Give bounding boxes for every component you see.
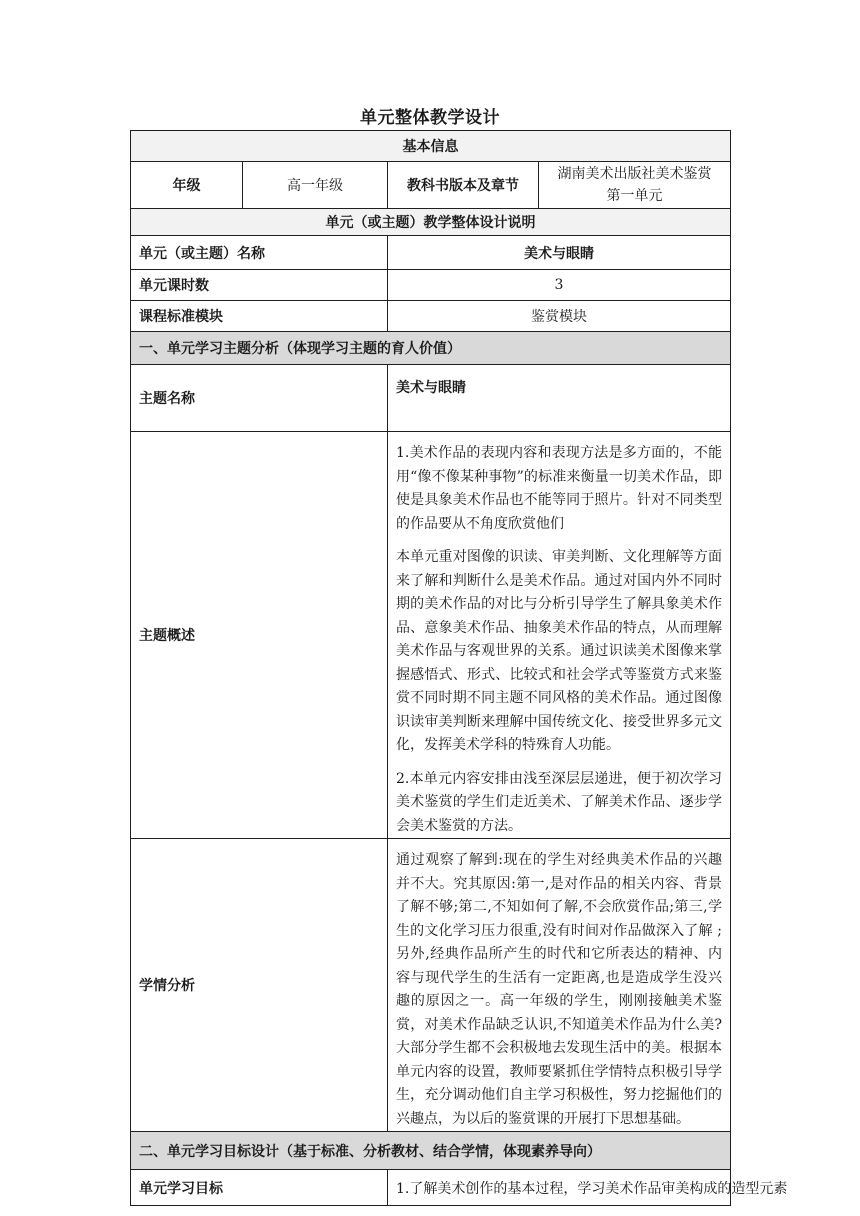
unit-name-row xyxy=(131,236,731,270)
textbook-value xyxy=(539,162,731,209)
overview-paragraph: 2.本单元内容安排由浅至深层层递进，便于初次学习美术鉴赏的学生们走近美术、了解美术作品、逐步学会美术鉴赏的方法。 xyxy=(396,770,722,834)
hours-value: 3 xyxy=(388,270,731,301)
unit-name-label: 单元（或主题）名称 xyxy=(131,236,388,270)
grade-label: 年级 xyxy=(131,162,243,209)
overview-paragraph: 本单元重对图像的识读、审美判断、文化理解等方面来了解和判断什么是美术作品。通过对国内外不同时期的美术作品的对比与分析引导学生了解具象美术作品、意象美术作品、抽象美术作品的特点，从而理解美术作品与客观世界的关系。通过识读美术图像来掌握感悟式、形式、比较式和社会学式等鉴赏方式来鉴赏不同时期不同主题不同风格的美术作品。通过图像识读审美判断来理解中国传统文化、接受世界多元文化，发挥美术学科的特殊育人功能。 xyxy=(396,549,722,753)
overview-row xyxy=(131,432,731,839)
design-heading: 单元（或主题）教学整体设计说明 xyxy=(131,209,731,236)
module-label: 课程标准模块 xyxy=(131,301,388,332)
basic-info-header-row xyxy=(131,131,731,162)
theme-name-row xyxy=(131,365,731,432)
analysis-label: 学情分析 xyxy=(131,839,388,1132)
theme-name-value: 美术与眼睛 xyxy=(388,365,731,432)
goals-label: 单元学习目标 xyxy=(131,1170,388,1206)
textbook-value-line1: 湖南美术出版社美术鉴赏 xyxy=(557,166,712,182)
goals-value: 1.了解美术创作的基本过程，学习美术作品审美构成的造型元素 xyxy=(388,1170,731,1206)
grade-value: 高一年级 xyxy=(243,162,388,209)
document-title: 单元整体教学设计 xyxy=(360,108,500,128)
overview-label: 主题概述 xyxy=(131,432,388,839)
design-table xyxy=(130,130,788,1206)
goals-row xyxy=(131,1170,731,1206)
module-value: 鉴赏模块 xyxy=(388,301,731,332)
section1-header-row xyxy=(131,332,731,365)
analysis-paragraph: 通过观察了解到:现在的学生对经典美术作品的兴趣并不大。究其原因:第一,是对作品的相关内容、背景了解不够;第二,不知如何了解,不会欣赏作品;第三,学生的文化学习压力很重,没有时间对作品做深入了解 ;另外,经典作品所产生的时代和它所表达的精神、内容与现代学生的生活有一定距离,也是造成学生没兴趣的原因之一。高一年级的学生，刚刚接触美术鉴赏，对美术作品缺乏认识,不知道美术作品为什么美?大部分学生都不会积极地去发现生活中的美。根据本单元内容的设置，教师要紧抓住学情特点积极引导学生，充分调动他们自主学习积极性，努力挖掘他们的兴趣点，为以后的鉴赏课的开展打下思想基础。 xyxy=(396,852,722,1127)
section2-header-row xyxy=(131,1132,731,1170)
hours-row xyxy=(131,270,731,301)
theme-name-label: 主题名称 xyxy=(131,365,388,432)
module-row xyxy=(131,301,731,332)
design-header-row xyxy=(131,209,731,236)
basic-info-heading: 基本信息 xyxy=(131,131,731,162)
overview-paragraph: 1.美术作品的表现内容和表现方法是多方面的，不能用“像不像某种事物”的标准来衡量一切美术作品，即使是具象美术作品也不能等同于照片。针对不同类型的作品要从不角度欣赏他们 xyxy=(396,445,722,532)
grade-row xyxy=(131,162,731,209)
textbook-label: 教科书版本及章节 xyxy=(388,162,539,209)
section1-heading: 一、单元学习主题分析（体现学习主题的育人价值） xyxy=(131,332,731,365)
section2-heading: 二、单元学习目标设计（基于标准、分析教材、结合学情，体现素养导向） xyxy=(131,1132,731,1170)
unit-name-value: 美术与眼睛 xyxy=(388,236,731,270)
analysis-content xyxy=(388,839,731,1132)
textbook-value-line2: 第一单元 xyxy=(606,188,663,204)
hours-label: 单元课时数 xyxy=(131,270,388,301)
analysis-row xyxy=(131,839,731,1132)
overview-content xyxy=(388,432,731,839)
